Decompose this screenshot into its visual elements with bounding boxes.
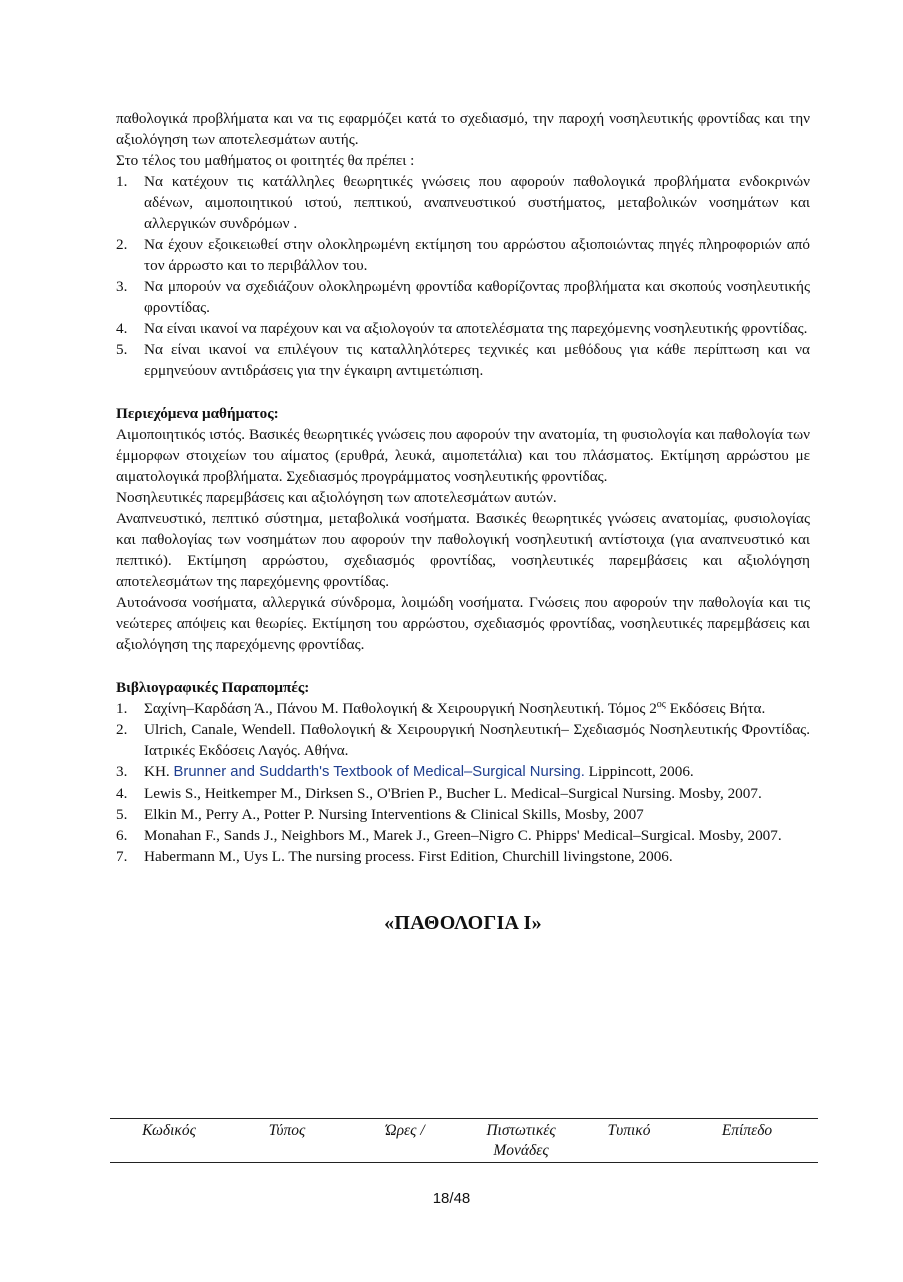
list-item: 1. Σαχίνη–Καρδάση Ά., Πάνου Μ. Παθολογική & Χειρουργική Νοσηλευτική. Τόμος $2^{o\varsigma}$ Εκδόσεις Βήτα. [116,698,766,717]
list-item: 1. Να κατέχουν τις κατάλληλες θεωρητικές γνώσεις που αφορούν παθολογικά προβλήματα ενδοκρινών αδένων, αιμοποιητικού ιστού, πεπτικού, αναπνευστικού συστήματος, μεταβολικών νοσημάτων και αλλεργικών συνδρόμων . [116,173,810,232]
list-item: 3. ΚΗ. Brunner and Suddarth's Textbook of Medical–Surgical Nursing. Lippincott, 2006. [116,763,694,780]
table-header-level: Επίπεδο [721,1122,773,1139]
course-info-table [110,1118,818,1163]
intro-lead: Στο τέλος του μαθήματος οι φοιτητές θα πρέπει : [116,152,415,169]
table-header-hours: Ώρες / [385,1122,425,1139]
list-item: 3. Να μπορούν να σχεδιάζουν ολοκληρωμένη φροντίδα καθορίζοντας προβλήματα και σκοπούς νοσηλευτικής φροντίδας. [116,278,810,316]
table-header-formal: Τυπικό [607,1122,651,1139]
contents-paragraph: Νοσηλευτικές παρεμβάσεις και αξιολόγηση των αποτελεσμάτων αυτών. [116,489,557,506]
list-item: 7. Habermann M., Uys L. The nursing process. First Edition, Churchill livingstone, 2006. [116,848,673,865]
book-title: Brunner and Suddarth's Textbook of Medical–Surgical Nursing. [173,764,585,780]
table-header-credits: Πιστωτικές Μονάδες [486,1122,556,1159]
list-item: 6. Monahan F., Sands J., Neighbors M., Marek J., Green–Nigro C. Phipps' Medical–Surgical. Mosby, 2007. [116,827,782,844]
intro-paragraph: παθολογικά προβλήματα και να τις εφαρμόζει κατά το σχεδιασμό, την παροχή νοσηλευτικής φροντίδας και την αξιολόγηση των αποτελεσμάτων αυτής. [116,110,810,148]
objectives-list [116,171,810,381]
contents-heading: Περιεχόμενα μαθήματος: [116,405,279,422]
contents-paragraph: Αιμοποιητικός ιστός. Βασικές θεωρητικές γνώσεις που αφορούν την ανατομία, τη φυσιολογία και παθολογία των έμμορφων στοιχείων του αίματος (ερυθρά, λευκά, αιμοπετάλια) και του πλάσματος. Εκτίμηση αρρώστου με αιματολογικά προβλήματα. Σχεδιασμός προγράμματος νοσηλευτικής φροντίδας. [116,426,810,485]
course-title: «ΠΑΘΟΛΟΓΙΑ Ι» [384,912,542,934]
page-number: 18/48 [432,1190,471,1207]
contents-paragraph: Αναπνευστικό, πεπτικό σύστημα, μεταβολικά νοσήματα. Βασικές θεωρητικές γνώσεις ανατομίας, φυσιολογίας και παθολογίας των νοσημάτων που αφορούν την παθολογική νοσηλευτική αντίστοιχα (για αναπνευστικό και πεπτικό). Εκτίμηση αρρώστου, σχεδιασμός φροντίδας, νοσηλευτικές παρεμβάσεις και αξιολόγηση αποτελεσμάτων της παρεχόμενης φροντίδας. [116,510,810,590]
references-list [116,698,810,867]
references-heading: Βιβλιογραφικές Παραπομπές: [116,679,310,696]
list-item: 2. Ulrich, Canale, Wendell. Παθολογική & Χειρουργική Νοσηλευτική– Σχεδιασμός Νοσηλευτικής Φροντίδας. Ιατρικές Εκδόσεις Λαγός. Αθήνα. [116,721,810,759]
table-header-type: Τύπος [268,1122,306,1139]
list-item: 5. Να είναι ικανοί να επιλέγουν τις καταλληλότερες τεχνικές και μεθόδους για κάθε περίπτωση και να ερμηνεύουν αντιδράσεις για την έγκαιρη αντιμετώπιση. [116,341,810,379]
document-body [116,108,810,934]
list-item: 5. Elkin M., Perry A., Potter P. Nursing Interventions & Clinical Skills, Mosby, 2007 [116,806,644,823]
contents-paragraph: Αυτοάνοσα νοσήματα, αλλεργικά σύνδρομα, λοιμώδη νοσήματα. Γνώσεις που αφορούν την παθολογία και τις νεώτερες απόψεις και θεωρίες. Εκτίμηση του αρρώστου, σχεδιασμός φροντίδας, νοσηλευτικές παρεμβάσεις και αξιολόγηση της παρεχόμενης φροντίδας. [116,594,810,653]
table-header-code: Κωδικός [142,1122,196,1139]
list-item: 4. Lewis S., Heitkemper M., Dirksen S., O'Brien P., Bucher L. Medical–Surgical Nursing. Mosby, 2007. [116,785,762,802]
list-item: 2. Να έχουν εξοικειωθεί στην ολοκληρωμένη εκτίμηση του αρρώστου αξιοποιώντας πηγές πληροφοριών από τον άρρωστο και το περιβάλλον του. [116,236,810,274]
list-item: 4. Να είναι ικανοί να παρέχουν και να αξιολογούν τα αποτελέσματα της παρεχόμενης νοσηλευτικής φροντίδας. [116,320,808,337]
